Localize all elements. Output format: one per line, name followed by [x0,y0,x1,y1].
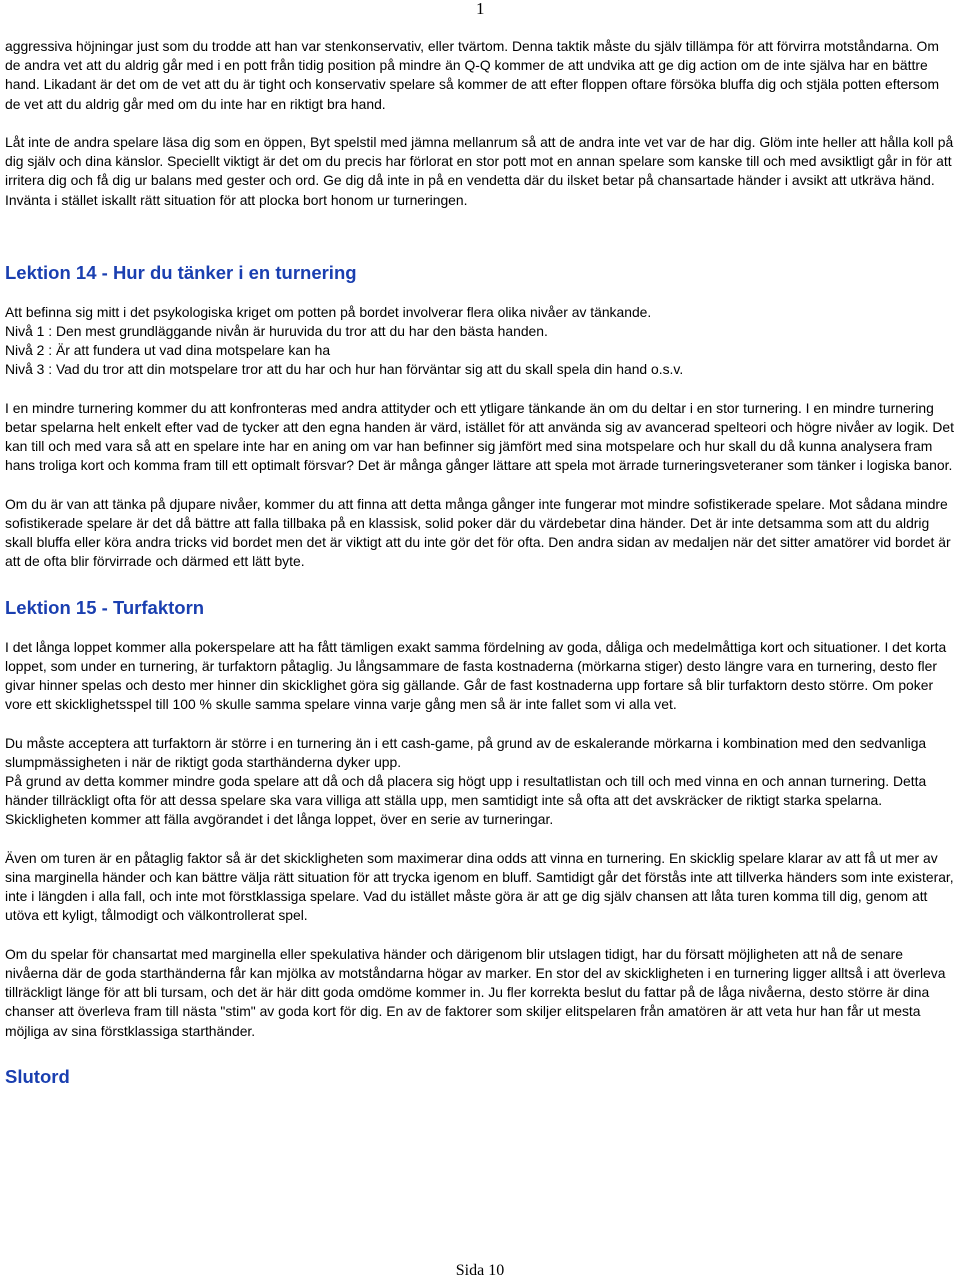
paragraph-level-1: Nivå 1 : Den mest grundläggande nivån är huruvida du tror att du har den bästa handen. [5,323,548,340]
paragraph-skill: Även om turen är en påtaglig faktor så är det skickligheten som maximerar dina odds att vinna en turnering. En skicklig spelare klarar av att få ut mer av sina marginella händer och kan bättre välja rätt situation för att trycka igenom en bluff. Samtidigt går det förstås inte att tillverka händers som inte existerar, inte i längden i alla fall, och inte mot förstklassiga spelare. Vad du istället måste göra är att ge dig själv chansen att låta turen komma till dig, genom att utöva ett kyligt, tålmodigt och välkontrollerat spel. [5,849,954,924]
paragraph-levels-intro: Att befinna sig mitt i det psykologiska kriget om potten på bordet involverar flera olika nivåer av tänkande. [5,303,652,320]
heading-lesson-14: Lektion 14 - Hur du tänker i en turnering [5,261,357,283]
paragraph-level-3: Nivå 3 : Vad du tror att din motspelare tror att du har och hur han förväntar sig att du skall spela din hand o.s.v. [5,361,684,378]
document-body [5,37,957,1088]
paragraph-small-tournament: I en mindre turnering kommer du att konfronteras med andra attityder och ett ytligare tänkande än om du deltar i en stor turnering. I en mindre turnering betar spelarna helt enkelt efter vad de tycker att den egna handen är värd, istället för att använda sig av avancerad spelteori och högre nivåer av logik. Det kan till och med vara så att en spelare inte har en aning om var han befinner sig jämfört med sina motspelare och hur skall du då kunna analysera fram hans troliga kort och komma fram till ett optimalt försvar? Det är många gånger lättare att spela mot ärrade turneringsveteraner som tänker i logiska banor. [5,399,954,474]
paragraph-level-2: Nivå 2 : Är att fundera ut vad dina motspelare kan ha [5,342,331,359]
paragraph-accept-luck: Du måste acceptera att turfaktorn är större i en turnering än i ett cash-game, på grund av de eskalerande mörkarna i kombination med den sedvanliga slumpmässigheten i när de riktigt goda starthänderna dyker upp. [5,734,927,770]
page-number-top: 1 [476,0,485,18]
paragraph-deeper-levels: Om du är van att tänka på djupare nivåer, kommer du att finna att detta många gånger inte fungerar mot mindre sofistikerade spelare. Mot sådana mindre sofistikerade spelare är det då bättre att falla tillbaka på en klassisk, solid poker där du värdebetar dina händer. Det är inte detsamma som att du aldrig skall bluffa eller köra andra tricks vid bordet men det är viktigt att du inte gör det för ofta. Den andra sidan av medaljen när det sitter amatörer vid bordet är att de ofta blir förvirrade och därmed ett lätt byte. [5,495,951,570]
paragraph-play-style: Låt inte de andra spelare läsa dig som en öppen, Byt spelstil med jämna mellanrum så att de andra inte vet var de har dig. Glöm inte heller att hålla koll på dig själv och dina känslor. Speciellt viktigt är det om du precis har förlorat en stor pott mot en annan spelare som kanske till och med avsiktligt går in för att irritera dig och få dig ur balans med gester och ord. Ge dig då inte in på en vendetta där du ilsket betar på chansartade händer i avsikt att utkräva händ. Invänta i stället iskallt rätt situation för att plocka bort honom ur turneringen. [5,134,954,208]
paragraph-weaker-players: På grund av detta kommer mindre goda spelare att då och då placera sig högt upp i resultatlistan och till och med vinna en och annan turnering. Detta händer tillräckligt ofta för att dessa spelare ska vara villiga att ställa upp, men samtidigt inte så ofta att det avskräcker de riktigt starka spelarna. Skickligheten kommer att fälla avgörandet i det långa loppet, över en serie av turneringar. [5,773,927,828]
paragraph-long-run: I det långa loppet kommer alla pokerspelare att ha fått tämligen exakt samma fördelning av goda, dåliga och medelmåttiga kort och situationer. I det korta loppet, som under en turnering, är turfaktorn påtaglig. Ju långsammare de fasta kostnaderna (mörkarna stiger) desto längre vara en turnering, desto fler givar hinner spelas och desto mer hinner din skicklighet göra sig gällande. Går de fast kostnaderna upp fortare så blir turfaktorn desto större. Om poker vore ett skicklighetsspel till 100 % skulle samma spelare vinna varje gång men så är inte fallet som vi alla vet. [5,638,947,713]
paragraph-survival: Om du spelar för chansartat med marginella eller spekulativa händer och därigenom blir utslagen tidigt, har du försatt möjligheten att nå de senare nivåerna där de goda starthänderna får kan mjölka av motståndarna högar av marker. En stor del av skickligheten i en turnering ligger alltså i att överleva tillräckligt länge för att bli tursam, och det är här ditt goda omdöme kommer in. Ju fler korrekta beslut du fattar på de låga nivåerna, desto större är dina chanser att överleva fram till nästa "stim" av goda kort för dig. En av de faktorer som skiljer elitspelaren från amatören är att veta hur han får ut mesta möjliga av sina förstklassiga starthänder. [5,945,946,1039]
heading-lesson-15: Lektion 15 - Turfaktorn [5,596,205,618]
paragraph-aggressive-raises: aggressiva höjningar just som du trodde att han var stenkonservativ, eller tvärtom. Denna taktik måste du själv tillämpa för att förvirra motståndarna. Om de andra vet att du aldrig går med i en pott från tidig position på mindre än Q-Q kommer de att undvika att ge dig action om de inte själva har en bättre hand. Likadant är det om de vet att du är tight och konservativ spelare så kommer de att efter floppen oftare försöka bluffa dig och stjäla potten eftersom de vet att du aldrig går med om du inte har en riktigt bra hand. [5,38,940,112]
heading-closing: Slutord [5,1065,70,1087]
page-footer: Sida 10 [455,1262,505,1279]
